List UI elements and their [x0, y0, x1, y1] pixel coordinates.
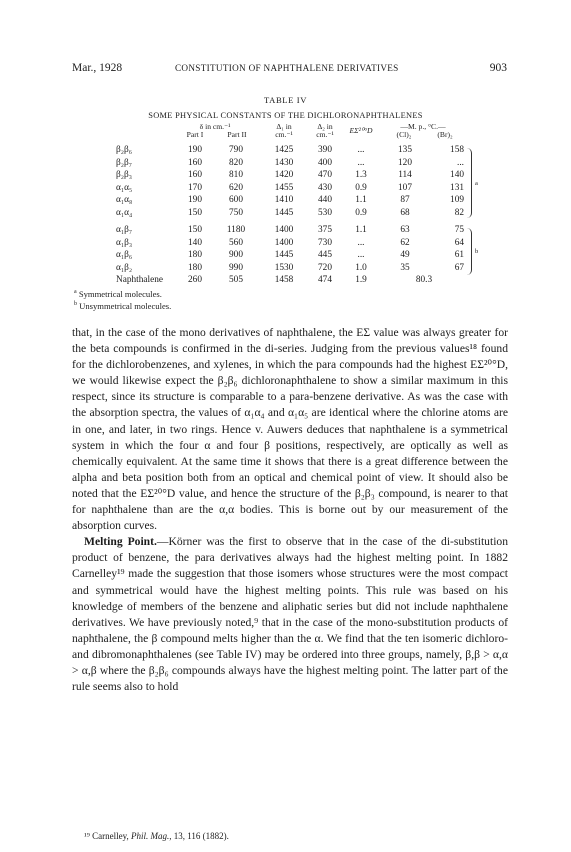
cell-part1: 260 — [188, 275, 202, 285]
footnote-text: Unsymmetrical molecules. — [79, 301, 172, 311]
cell-mp-cl: 135 — [398, 145, 412, 155]
cell-d2: 445 — [318, 250, 332, 260]
header-part1: Part I — [186, 130, 204, 139]
cell-part1: 150 — [188, 225, 202, 235]
cell-d1: 1420 — [274, 170, 294, 180]
brace-mark-b: b — [475, 248, 479, 255]
compound-name: α₁β₂ — [116, 262, 133, 273]
cell-mp-br: 64 — [454, 237, 464, 248]
cell-part1: 190 — [188, 145, 202, 155]
cell-mp: 80.3 — [415, 275, 433, 285]
cell-d2: 720 — [318, 262, 332, 273]
footnote-text: Symmetrical molecules. — [78, 289, 162, 299]
compound-name: α₁β₆ — [116, 250, 133, 260]
cell-mp-cl: 68 — [400, 207, 410, 218]
page-number: 903 — [489, 62, 507, 74]
cell-part2: 620 — [229, 182, 243, 193]
footnote-ref: 13, 116 (1882). — [173, 831, 229, 841]
page-footnote — [84, 831, 229, 841]
footnote-marker: ¹⁹ — [84, 831, 90, 841]
compound-name: α₁α₄ — [116, 207, 133, 218]
cell-mp-br: 109 — [450, 195, 464, 205]
header-d2-bottom: cm.⁻¹ — [316, 130, 334, 139]
table-footnote-b — [74, 301, 171, 311]
footnote-mark: a — [74, 289, 77, 296]
paragraph: that, in the case of the mono derivatives of naphthalene, the EΣ value was always greater for the beta compounds is confirmed in the di-series. Judging from the previous values¹⁸ found for the dichlorobenzenes, and xylenes, in which the para compounds had the highest EΣ²⁰°D, we would likewise expect the β₂β₆ dichloronaphthalene to show a similar maximum in this respect, since its structure is comparable to a para-benzene derivative. As was the case with the absorption spectra, the values of α₁α₄ and α₁α₅ are identical where the chlorine atoms are in one, and later, in two rings. Hence v. Auwers deduces that naphthalene is a symmetrical system in which the four α and four β positions, respectively, are optically as well as chemically equivalent. At the same time it shows that there is a great difference between the alpha and beta position both from an optical and chemical point of view. It should also be noted that the EΣ²⁰°D value, and hence the structure of the β₂β₃ compound, is nearer to that for naphthalene than are the α,α bodies. This is borne out by our measurement of the absorption curves. — [72, 326, 508, 533]
cell-esigma: 0.9 — [355, 207, 367, 218]
cell-esigma: ... — [357, 237, 365, 248]
header-d1-bottom: cm.⁻¹ — [275, 130, 293, 139]
cell-d2: 390 — [318, 145, 332, 155]
cell-d1: 1458 — [274, 275, 294, 285]
cell-esigma: ... — [357, 157, 365, 168]
cell-part2: 750 — [229, 207, 243, 218]
cell-mp-cl: 63 — [400, 225, 410, 235]
header-br2: (Br)₂ — [437, 130, 453, 139]
table-title: SOME PHYSICAL CONSTANTS OF THE DICHLORONAPHTHALENES — [148, 111, 423, 120]
cell-d1: 1430 — [274, 157, 294, 168]
cell-esigma: 1.3 — [355, 170, 367, 180]
cell-mp-cl: 49 — [400, 250, 410, 260]
cell-d2: 470 — [318, 170, 332, 180]
cell-mp-br: 158 — [450, 145, 464, 155]
cell-part1: 170 — [188, 182, 202, 193]
cell-mp-br: 140 — [450, 170, 464, 180]
cell-d2: 440 — [318, 195, 332, 205]
compound-name: β₂β₇ — [116, 157, 132, 168]
brace-mark-a: a — [475, 180, 478, 187]
header-title: CONSTITUTION OF NAPHTHALENE DERIVATIVES — [175, 63, 399, 73]
header-esigma: EΣ²⁰°D — [349, 126, 373, 135]
cell-mp-br: ... — [457, 157, 464, 168]
cell-esigma: 0.9 — [355, 182, 367, 193]
cell-mp-br: 82 — [454, 207, 464, 218]
cell-part1: 180 — [188, 262, 202, 273]
cell-part2: 990 — [229, 262, 243, 273]
brace-unsymmetrical — [466, 228, 472, 275]
cell-mp-cl: 35 — [400, 262, 410, 273]
cell-part1: 190 — [188, 195, 202, 205]
cell-d2: 375 — [318, 225, 332, 235]
table-footnote-a — [74, 289, 162, 299]
cell-part2: 1180 — [226, 225, 246, 235]
cell-d1: 1445 — [274, 207, 294, 218]
header-part2: Part II — [227, 130, 247, 139]
compound-name: α₁α₅ — [116, 182, 133, 193]
header-mp: —M. p., °C.— — [400, 122, 446, 131]
running-header — [72, 62, 507, 76]
cell-part1: 150 — [188, 207, 202, 218]
cell-d1: 1455 — [274, 182, 294, 193]
cell-part1: 180 — [188, 250, 202, 260]
cell-esigma: 1.1 — [355, 195, 367, 205]
cell-esigma: ... — [357, 145, 365, 155]
cell-esigma: ... — [357, 250, 365, 260]
cell-mp-br: 131 — [450, 182, 464, 193]
cell-part1: 140 — [188, 237, 202, 248]
section-heading: Melting Point. — [84, 535, 157, 549]
compound-name: β₂β₃ — [116, 170, 132, 180]
header-cl2: (Cl)₂ — [396, 130, 412, 139]
paragraph-melting-point — [72, 534, 508, 695]
footnote-journal: Phil. Mag., — [131, 831, 172, 841]
cell-part2: 810 — [229, 170, 243, 180]
cell-d1: 1410 — [274, 195, 294, 205]
cell-mp-cl: 107 — [398, 182, 412, 193]
compound-name: α₁β₃ — [116, 237, 133, 248]
cell-d1: 1445 — [274, 250, 294, 260]
compound-name: β₂β₆ — [116, 145, 132, 155]
cell-d1: 1400 — [274, 225, 294, 235]
cell-part1: 160 — [188, 157, 202, 168]
header-delta: δ in cm.⁻¹ — [199, 122, 231, 131]
cell-part2: 600 — [229, 195, 243, 205]
cell-part2: 820 — [229, 157, 243, 168]
cell-d2: 730 — [318, 237, 332, 248]
cell-mp-br: 75 — [454, 225, 464, 235]
cell-mp-br: 67 — [454, 262, 464, 273]
footnote-mark: b — [74, 301, 77, 308]
brace-symmetrical — [466, 148, 472, 218]
paragraph-text: —Körner was the first to observe that in the case of the di-substitution product of benzene, the para derivatives always had the highest melting point. In 1882 Carnelley¹⁹ made the suggestion that those isomers whose structures were the most compact and symmetrical would have the highest melting points. This rule was based on his knowledge of members of the benzene and aliphatic series but did not include naphthalene derivatives. We have previously noted,⁹ that in the case of the mono-substitution products of naphthalene, the β compound melts higher than the α. We find that the ten isomeric dichloro- and dibromonaphthalenes (see Table IV) may be ordered into three groups, namely, β,β > α,α > α,β where the β₂β₆ compounds always have the highest melting point. The latter part of the rule seems also to hold — [72, 535, 509, 694]
cell-part2: 790 — [229, 145, 243, 155]
cell-d1: 1400 — [274, 237, 294, 248]
cell-d2: 474 — [318, 275, 332, 285]
compound-name: α₁β₇ — [116, 225, 133, 235]
header-d2-top: Δ₂ in — [317, 122, 333, 131]
cell-d1: 1530 — [274, 262, 294, 273]
table-caption: TABLE IV — [263, 95, 307, 105]
cell-esigma: 1.9 — [355, 275, 367, 285]
cell-esigma: 1.1 — [355, 225, 367, 235]
cell-mp-br: 61 — [454, 250, 464, 260]
cell-part2: 900 — [229, 250, 243, 260]
cell-part2: 505 — [229, 275, 243, 285]
compound-name: α₁α₈ — [116, 195, 133, 205]
cell-mp-cl: 87 — [400, 195, 410, 205]
header-date: Mar., 1928 — [72, 62, 123, 74]
cell-d1: 1425 — [274, 145, 294, 155]
cell-mp-cl: 114 — [398, 170, 412, 180]
cell-esigma: 1.0 — [355, 262, 367, 273]
cell-part1: 160 — [188, 170, 202, 180]
cell-d2: 400 — [318, 157, 332, 168]
body-text — [72, 325, 508, 695]
footnote-author: Carnelley, — [92, 831, 129, 841]
compound-name: Naphthalene — [116, 275, 163, 285]
header-d1-top: Δ₁ in — [276, 122, 292, 131]
cell-d2: 530 — [318, 207, 332, 218]
cell-mp-cl: 120 — [398, 157, 412, 168]
cell-part2: 560 — [229, 237, 243, 248]
cell-d2: 430 — [318, 182, 332, 193]
cell-mp-cl: 62 — [400, 237, 410, 248]
